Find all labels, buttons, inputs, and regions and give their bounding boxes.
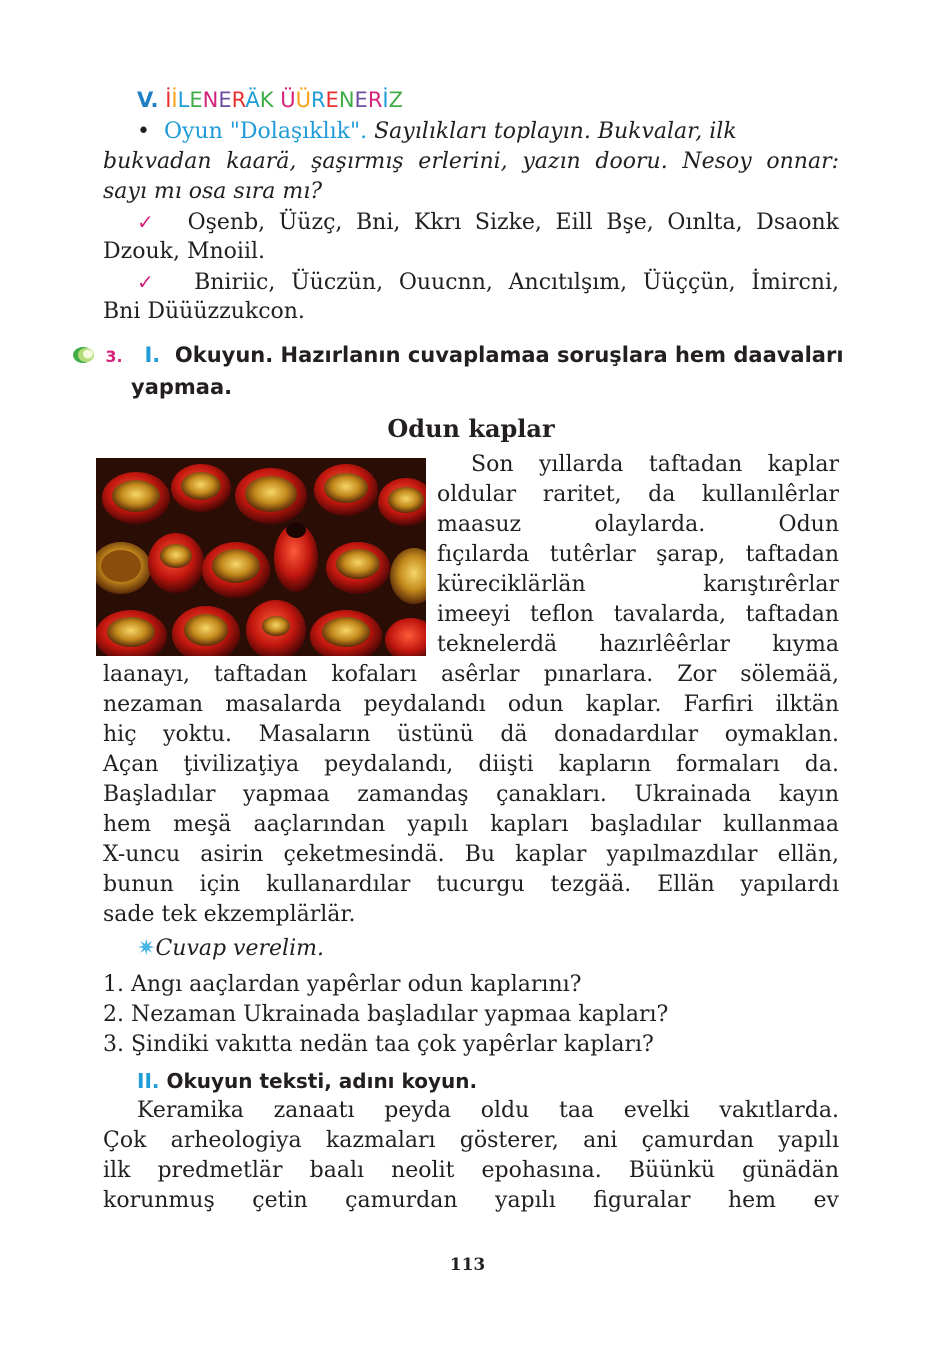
text-line: fıçılarda tutêrlar şarap, taftadan [437,542,839,567]
text-line: nezaman masalarda peydalandı odun kaplar. Farfiri ilktän [103,692,839,717]
text-line: Keramika zanaatı peyda oldu taa evelki vakıtlarda. [137,1098,839,1123]
title-letter: İ [171,88,178,112]
check-icon: ✓ [137,270,163,294]
text-line: X-uncu asirin çeketmesindä. Bu kaplar yapılmazdılar ellän, [103,842,839,867]
task-text: Okuyun teksti, adını koyun. [166,1069,478,1093]
question-item: 3. Şindiki vakıtta nedän taa çok yapêrlar kapları? [103,1032,654,1057]
text-line: laanayı, taftadan kofaları asêrlar pınarlara. Zor sölemää, [103,662,839,687]
text-line: küreciklärlän karıştırêrlar [437,572,839,597]
title-letter: Ü [280,88,296,112]
wooden-dishes-photo [96,458,426,656]
bullet-icon: • [137,119,150,144]
word-list-2 [137,267,839,298]
title-letter: E [218,88,232,112]
text-line: oldular raritet, da kullanılêrlar [437,482,839,507]
word-list-1 [137,207,839,238]
text-line: Başladılar yapmaa zamandaş çanakları. Ukrainada kayın [103,782,839,807]
page-number: 113 [449,1255,486,1275]
game-intro [137,117,839,147]
text-line: bunun için kullanardılar tucurgu tezgää. Ellän yapılardı [103,872,839,897]
text-line: ilk predmetlär baalı neolit epohasına. Büünkü günädän [103,1158,839,1183]
title-letter: E [189,88,203,112]
question-list [103,970,668,1060]
title-letter: İ [382,88,389,112]
text-line: hiç yoktu. Masaların üstünü dä donadardılar oymaklan. [103,722,839,747]
title-letter: K [259,88,274,112]
dishes-illustration [96,458,426,656]
text-line: hem meşä aaçlarından yapılı kapları başladılar kullanmaa [103,812,839,837]
text-line: Çok arheologiya kazmaları gösterer, ani çamurdan yapılı [103,1128,839,1153]
text-line: maasuz olaylarda. Odun [437,512,839,537]
task-part-roman: II. [137,1069,160,1093]
task-text-cont: yapmaa. [131,375,233,399]
game-name: Oyun "Dolaşıklık". [163,119,368,144]
text-line: korunmuş çetin çamurdan yapılı figuralar hem ev [103,1188,839,1213]
title-letter: R [231,88,246,112]
answer-label: Cuvap verelim. [155,936,324,961]
section-title [165,88,403,112]
word-list-1-cont: Dzouk, Mnoiil. [103,239,266,264]
title-letter: R [310,88,326,112]
text-line: sade tek ekzemplärlär. [103,902,356,927]
game-instruction: Sayılıkları toplayın. Bukvalar, ilk [374,119,737,144]
title-letter: N [202,88,219,112]
task-3 [72,340,844,402]
section-number: V. [137,88,159,112]
check-icon: ✓ [137,210,161,234]
task-bubble-icon [72,345,98,365]
title-letter: L [177,88,190,112]
word-list-2-cont: Bni Düüüzzukcon. [103,299,305,324]
reading-wrap-text [437,450,839,660]
title-letter: Ä [245,88,260,112]
section-v-heading [137,87,403,113]
sparkle-icon: ✷ [137,936,156,961]
text-line: teknelerdä hazırlêêrlar kıyma [437,632,839,657]
text-line: Açan ţivilizaţiya peydalandı, diişti kapların formaları da. [103,752,839,777]
reading-body [103,660,839,930]
title-letter: E [354,88,368,112]
ceramics-body [103,1096,839,1216]
reading-title: Odun kaplar [387,414,555,443]
title-letter: İ [165,88,172,112]
text-line: imeeyi teflon tavalarda, taftadan [437,602,839,627]
title-letter: E [325,88,339,112]
question-item: 1. Angı aaçlardan yapêrlar odun kaplarını? [103,972,582,997]
answer-prompt [137,934,839,964]
title-letter: Ü [295,88,311,112]
task-text: Okuyun. Hazırlanın cuvaplamaa soruşlara hem daavaları [174,343,844,367]
task-number: 3. [105,347,123,366]
word-list-2-text: Bniriic, Üüczün, Ouucnn, Ancıtılşım, Üüççün, İmircni, [194,270,839,295]
title-letter: Z [388,88,404,112]
title-letter: R [367,88,383,112]
game-instruction-end: sayı mı osa sıra mı? [103,179,323,204]
game-instruction-cont: bukvadan kaarä, şaşırmış erlerini, yazın dooru. Nesoy onnar: [103,149,839,174]
text-line: Son yıllarda taftadan kaplar [471,452,839,477]
title-letter: N [338,88,355,112]
task-part-2 [137,1066,477,1096]
task-part-roman: I. [144,343,161,367]
question-item: 2. Nezaman Ukrainada başladılar yapmaa kapları? [103,1002,669,1027]
word-list-1-text: Oşenb, Üüzç, Bni, Kkrı Sizke, Eill Bşe, Oınlta, Dsaonk [187,210,839,235]
